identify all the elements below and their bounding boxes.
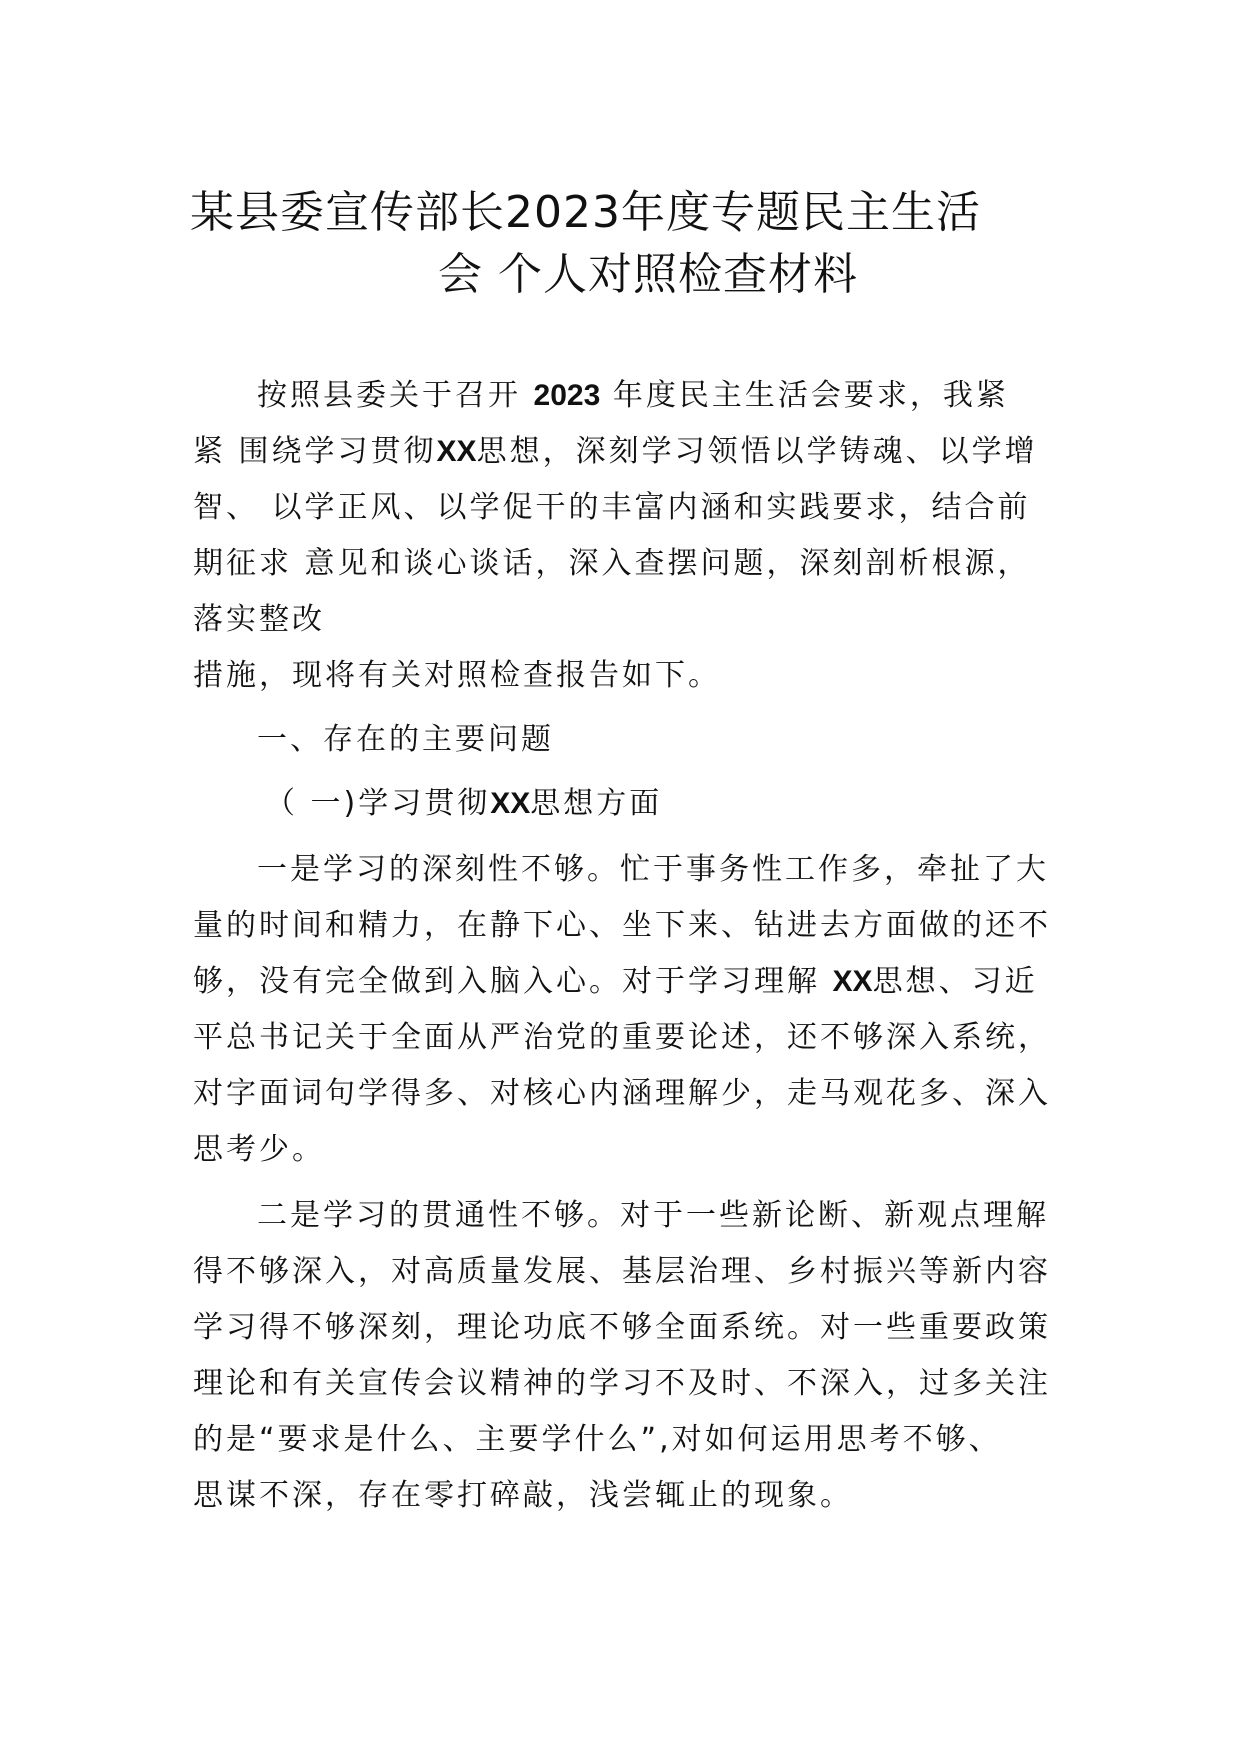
para1-line-3-text-a: 够，没有完全做到入脑入心。对于学习理解	[193, 964, 833, 999]
para1-xx: XX	[832, 965, 873, 998]
subsection-xx: XX	[490, 787, 531, 820]
para1-line-3-text-c: 思想、习近	[872, 964, 1038, 999]
para1-line-2: 量的时间和精力，在静下心、坐下来、钻进去方面做的还不	[193, 908, 1051, 943]
para2-line-1: 二是学习的贯通性不够。对于一些新论断、新观点理解	[257, 1198, 1049, 1233]
para2-line-6: 思谋不深，存在零打碎敲，浅尝辄止的现象。	[193, 1478, 853, 1513]
para2-line-2: 得不够深入，对高质量发展、基层治理、乡村振兴等新内容	[193, 1254, 1051, 1289]
para1-line-1: 一是学习的深刻性不够。忙于事务性工作多，牵扯了大	[257, 852, 1049, 887]
intro-line-2	[193, 424, 1063, 480]
title-line-2: 会 个人对照检查材料	[438, 249, 858, 300]
subsection-heading-text-c: 思想方面	[530, 786, 663, 821]
intro-line-6: 措施，现将有关对照检查报告如下。	[193, 658, 721, 693]
paragraph-1	[193, 842, 1063, 1178]
intro-line-2-text-a: 紧 围绕学习贯彻	[193, 434, 437, 469]
intro-line-1	[193, 368, 1063, 424]
intro-xx: XX	[436, 435, 477, 468]
document-title	[190, 182, 1070, 306]
intro-line-3: 智、 以学正风、以学促干的丰富内涵和实践要求，结合前	[193, 490, 1031, 525]
section-heading: 一、存在的主要问题	[257, 722, 554, 757]
para1-line-3	[193, 954, 1063, 1010]
intro-line-4: 期征求 意见和谈心谈话，深入查摆问题，深刻剖析根源，	[193, 546, 1031, 581]
intro-year: 2023	[533, 379, 601, 412]
para2-line-4: 理论和有关宣传会议精神的学习不及时、不深入，过多关注	[193, 1366, 1051, 1401]
title-line-1: 某县委宣传部长2023年度专题民主生活	[190, 187, 981, 238]
subsection-heading-text-a: （ 一)学习贯彻	[265, 786, 491, 821]
document-body	[193, 368, 1063, 1524]
intro-line-1-text-a: 按照县委关于召开	[257, 378, 534, 413]
para2-line-3: 学习得不够深刻，理论功底不够全面系统。对一些重要政策	[193, 1310, 1051, 1345]
subsection-heading	[193, 776, 1063, 832]
intro-line-2-text-c: 思想，深刻学习领悟以学铸魂、以学增	[476, 434, 1038, 469]
intro-line-1-text-c: 年度民主生活会要求，我紧	[600, 378, 1009, 413]
paragraph-2	[193, 1188, 1063, 1524]
intro-line-5: 落实整改	[193, 602, 325, 637]
para2-line-5: 的是“要求是什么、主要学什么”,对如何运用思考不够、	[193, 1422, 1002, 1457]
intro-paragraph	[193, 368, 1063, 704]
para1-line-5: 对字面词句学得多、对核心内涵理解少，走马观花多、深入	[193, 1076, 1051, 1111]
para1-line-6: 思考少。	[193, 1132, 325, 1167]
para1-line-4: 平总书记关于全面从严治党的重要论述，还不够深入系统，	[193, 1020, 1051, 1055]
